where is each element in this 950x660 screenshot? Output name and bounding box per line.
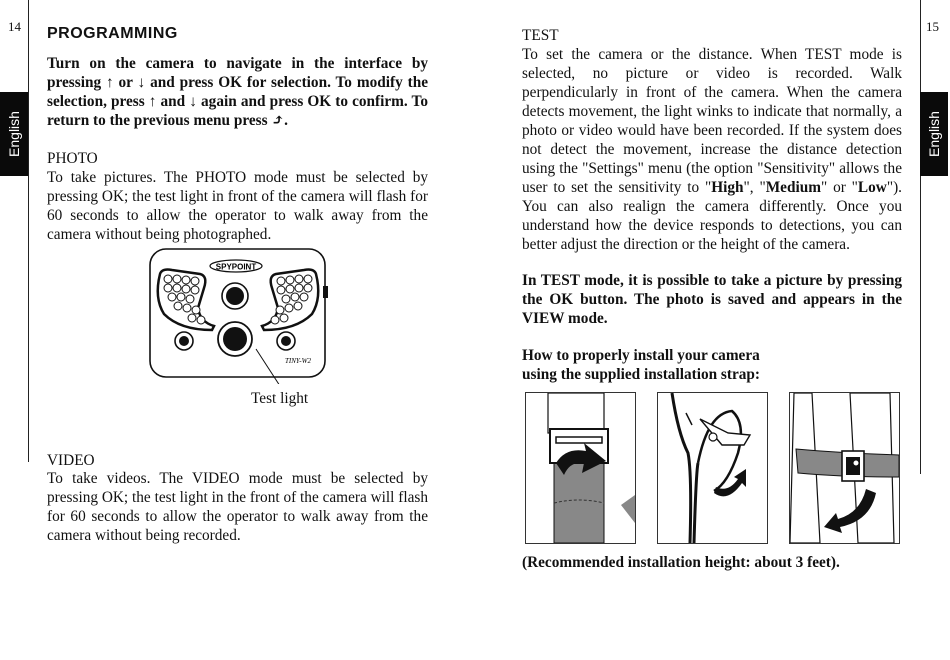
test-heading: TEST	[522, 27, 559, 44]
language-tab-label: English	[926, 111, 943, 157]
page-edge-line-right	[920, 0, 921, 474]
install-footer: (Recommended installation height: about 3 feet).	[522, 554, 840, 571]
install-step-1-figure	[525, 392, 636, 544]
video-text: To take videos. The VIDEO mode must be selected by pressing OK; the test light in the front of the camera will flash for 60 seconds to allow the operator to walk away from the camera without being recorded.	[47, 470, 428, 544]
test-light-caption: Test light	[251, 390, 309, 407]
page-number-right: 15	[926, 19, 939, 34]
language-tab-right	[920, 92, 948, 176]
test-bold-note: In TEST mode, it is possible to take a picture by pressing the OK button. The photo is saved and appears in the VIEW mode.	[522, 272, 902, 327]
language-tab-label: English	[6, 111, 23, 157]
section-heading-programming: PROGRAMMING	[47, 25, 178, 42]
programming-intro: Turn on the camera to navigate in the interface by pressing ↑ or ↓ and press OK for selection. To modify the selection, press ↑ and ↓ again and press OK to confirm. To return to the previous menu press ⤴.	[47, 55, 428, 129]
brand-text: SPYPOINT	[215, 262, 257, 272]
camera-illustration	[140, 244, 340, 384]
install-heading-line2: using the supplied installation strap:	[522, 366, 761, 383]
install-step-3-figure	[789, 392, 900, 544]
video-heading: VIDEO	[47, 452, 95, 469]
page-edge-line-left	[28, 0, 29, 462]
model-text: TINY-W2	[285, 357, 311, 365]
sensitivity-medium: Medium	[765, 179, 821, 196]
install-heading-line1: How to properly install your camera	[522, 347, 760, 364]
photo-heading: PHOTO	[47, 150, 98, 167]
photo-text: To take pictures. The PHOTO mode must be selected by pressing OK; the test light in front of the camera will flash for 60 seconds to allow the operator to walk away from the camera without being photographed.	[47, 169, 428, 243]
page-number-left: 14	[8, 19, 21, 34]
test-text: To set the camera or the distance. When TEST mode is selected, no picture or video is recorded. Walk perpendicularly in front of the camera. When the camera detects movement, the light winks to indicate that normally, a photo or video would have been recorded. If the system does not detect the movement, increase the distance detection using the "Settings" menu (the option "Sensitivity" allows the user to set the sensitivity to "High", "Medium" or "Low"). You can also realign the camera differently. Once you understand how the device responds to detections, you can better adjust the direction or the height of the camera.	[522, 46, 902, 253]
sensitivity-high: High	[711, 179, 744, 196]
sensitivity-low: Low	[857, 179, 887, 196]
language-tab-left	[0, 92, 28, 176]
install-step-2-figure	[657, 392, 768, 544]
spypoint-logo	[210, 260, 262, 272]
